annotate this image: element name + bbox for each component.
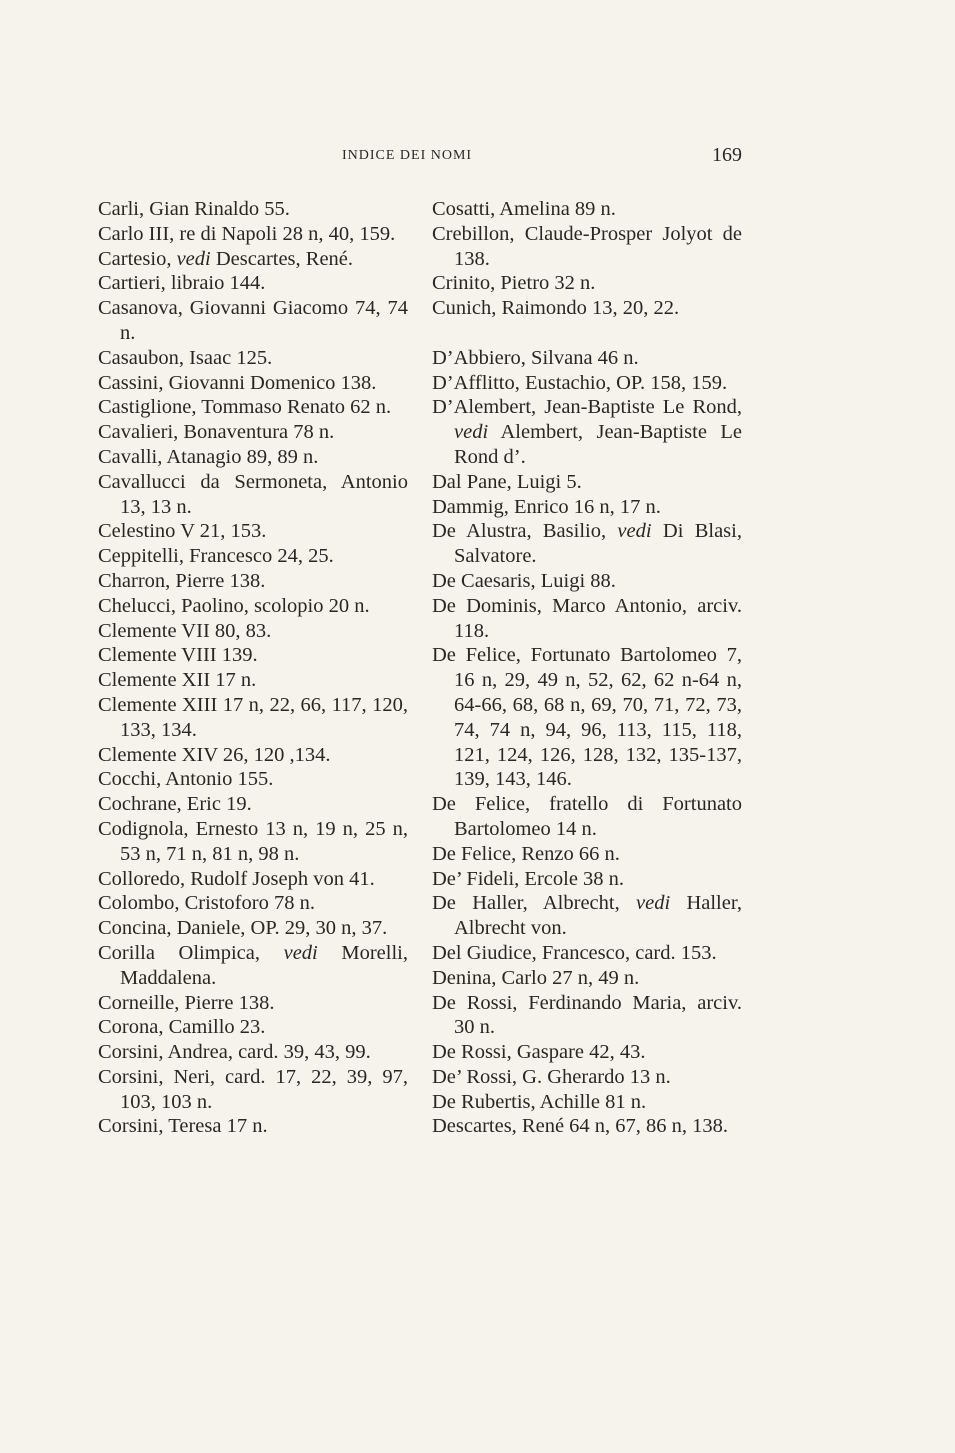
- index-entry-text: Colombo, Cristoforo 78 n.: [98, 892, 315, 915]
- index-entry: [98, 867, 408, 892]
- index-entry: [432, 569, 742, 594]
- index-entry-text: Corsini, Teresa 17 n.: [98, 1115, 268, 1138]
- index-entry: [98, 891, 408, 916]
- index-entry-text: Crebillon, Claude-Prosper Jolyot de 138.: [432, 222, 742, 270]
- index-entry-text: Dammig, Enrico 16 n, 17 n.: [432, 495, 661, 518]
- index-entry: [98, 519, 408, 544]
- index-entry-text: De Felice, Fortunato Bartolomeo 7, 16 n, 29, 49 n, 52, 62, 62 n-64 n, 64-66, 68, 68 n, 69, 70, 71, 72, 73, 74, 74 n, 94, 96, 113, 115, 118, 121, 124, 126, 128, 132, 135-137, 139, 143, 146.: [432, 644, 742, 791]
- index-entry: [432, 519, 742, 569]
- index-entry-text: De Haller, Albrecht,: [432, 892, 637, 915]
- index-entry: [98, 767, 408, 792]
- index-entry: [432, 296, 742, 321]
- index-entry-text: Castiglione, Tommaso Renato 62 n.: [98, 396, 392, 419]
- index-entry: [432, 891, 742, 941]
- index-entry-text: D’Alembert, Jean-Baptiste Le Rond,: [432, 396, 742, 419]
- index-entry-text: Cavalieri, Bonaventura 78 n.: [98, 421, 335, 444]
- index-entry: [432, 842, 742, 867]
- index-entry: [432, 594, 742, 644]
- index-entry-text: Del Giudice, Francesco, card. 153.: [432, 941, 717, 964]
- index-entry-text: Descartes, René 64 n, 67, 86 n, 138.: [432, 1115, 729, 1138]
- index-entry: [98, 619, 408, 644]
- cross-reference-vedi: vedi: [636, 892, 671, 915]
- index-entry: [432, 271, 742, 296]
- index-entry: [432, 1090, 742, 1115]
- letter-section-gap: [432, 321, 742, 346]
- index-entry: [98, 197, 408, 222]
- index-entry-text: Chelucci, Paolino, scolopio 20 n.: [98, 594, 370, 617]
- index-entry: [98, 643, 408, 668]
- index-entry: [432, 197, 742, 222]
- index-entry-text: Corneille, Pierre 138.: [98, 991, 275, 1014]
- page-number: 169: [712, 144, 742, 166]
- index-entry: [98, 1065, 408, 1115]
- index-entry-text: Clemente VII 80, 83.: [98, 619, 272, 642]
- index-entry: [98, 1114, 408, 1139]
- index-entry: [432, 941, 742, 966]
- index-entry-text: Cartieri, libraio 144.: [98, 272, 266, 295]
- index-entry: [98, 941, 408, 991]
- index-entry-text: Cassini, Giovanni Domenico 138.: [98, 371, 377, 394]
- index-entry-text: Cavallucci da Sermoneta, Antonio 13, 13 n.: [98, 470, 408, 518]
- cross-reference-vedi: vedi: [176, 247, 211, 270]
- index-entry-text: Alembert, Jean-Baptiste Le Rond d’.: [454, 421, 742, 468]
- index-entry-text: De Rossi, Ferdinando Maria, arciv. 30 n.: [432, 991, 742, 1039]
- index-entry-text: Morelli, Maddalena.: [120, 941, 408, 989]
- index-entry: [432, 1040, 742, 1065]
- index-entry-text: D’Afflitto, Eustachio, OP. 158, 159.: [432, 371, 728, 394]
- index-entry-text: Charron, Pierre 138.: [98, 569, 266, 592]
- index-entry: [432, 222, 742, 272]
- index-entry: [98, 1015, 408, 1040]
- index-entry-text: Clemente XIII 17 n, 22, 66, 117, 120, 133, 134.: [98, 693, 408, 741]
- index-entry: [432, 643, 742, 792]
- index-entry-text: Cartesio,: [98, 247, 177, 270]
- index-entry-text: De Felice, Renzo 66 n.: [432, 842, 620, 865]
- index-entry-text: Corilla Olimpica,: [98, 941, 284, 964]
- index-entry-text: Colloredo, Rudolf Joseph von 41.: [98, 867, 375, 890]
- index-entry: [98, 693, 408, 743]
- index-entry-text: Codignola, Ernesto 13 n, 19 n, 25 n, 53 n, 71 n, 81 n, 98 n.: [98, 817, 408, 865]
- index-entry: [432, 346, 742, 371]
- index-entry: [98, 668, 408, 693]
- index-entry-text: De Felice, fratello di Fortunato Bartolomeo 14 n.: [432, 793, 742, 840]
- index-entry-text: Clemente XII 17 n.: [98, 669, 257, 692]
- index-entry-text: Cosatti, Amelina 89 n.: [432, 198, 616, 220]
- index-entry: [98, 247, 408, 272]
- index-entry: [98, 470, 408, 520]
- index-entry-text: De’ Fideli, Ercole 38 n.: [432, 867, 625, 890]
- cross-reference-vedi: vedi: [283, 941, 318, 964]
- index-column-right: [432, 197, 742, 1139]
- index-entry-text: Corsini, Neri, card. 17, 22, 39, 97, 103, 103 n.: [98, 1065, 408, 1113]
- index-entry-text: De Rossi, Gaspare 42, 43.: [432, 1041, 646, 1064]
- index-entry-text: Denina, Carlo 27 n, 49 n.: [432, 966, 640, 989]
- index-entry-text: D’Abbiero, Silvana 46 n.: [432, 346, 639, 369]
- index-entry-text: Di Blasi, Salvatore.: [454, 520, 742, 568]
- index-entry: [432, 495, 742, 520]
- index-entry: [98, 817, 408, 867]
- index-entry: [432, 395, 742, 469]
- index-entry-text: Celestino V 21, 153.: [98, 520, 267, 543]
- index-entry-text: Casanova, Giovanni Giacomo 74, 74 n.: [98, 297, 408, 344]
- index-entry: [98, 1040, 408, 1065]
- index-entry: [432, 792, 742, 842]
- index-entry: [98, 222, 408, 247]
- index-entry: [432, 966, 742, 991]
- index-entry: [98, 371, 408, 396]
- index-entry: [98, 569, 408, 594]
- index-entry: [98, 594, 408, 619]
- index-entry-text: Casaubon, Isaac 125.: [98, 346, 273, 369]
- index-entry-text: Descartes, René.: [210, 247, 354, 270]
- index-entry: [432, 371, 742, 396]
- index-entry-text: Carli, Gian Rinaldo 55.: [98, 198, 290, 220]
- index-entry: [432, 1065, 742, 1090]
- index-entry: [98, 346, 408, 371]
- cross-reference-vedi: vedi: [617, 520, 652, 543]
- index-entry-text: Carlo III, re di Napoli 28 n, 40, 159.: [98, 222, 396, 245]
- index-entry-text: Ceppitelli, Francesco 24, 25.: [98, 545, 334, 568]
- index-entry-text: Concina, Daniele, OP. 29, 30 n, 37.: [98, 917, 388, 940]
- index-entry-text: De Caesaris, Luigi 88.: [432, 569, 616, 592]
- index-entry: [432, 1114, 742, 1139]
- index-entry: [98, 544, 408, 569]
- index-entry: [98, 395, 408, 420]
- page-header: [100, 146, 742, 170]
- index-entry: [98, 296, 408, 346]
- index-entry: [432, 867, 742, 892]
- index-entry: [98, 271, 408, 296]
- index-entry-text: Cochrane, Eric 19.: [98, 793, 252, 816]
- index-entry-text: Corsini, Andrea, card. 39, 43, 99.: [98, 1041, 371, 1064]
- index-entry: [98, 991, 408, 1016]
- index-column-left: [98, 197, 408, 1139]
- index-entry: [98, 743, 408, 768]
- index-entry-text: Corona, Camillo 23.: [98, 1016, 266, 1039]
- index-entry-text: De Alustra, Basilio,: [432, 520, 618, 543]
- index-entry-text: Dal Pane, Luigi 5.: [432, 470, 582, 493]
- index-entry: [432, 991, 742, 1041]
- index-entry-text: De Dominis, Marco Antonio, arciv. 118.: [432, 594, 742, 642]
- index-entry-text: Cunich, Raimondo 13, 20, 22.: [432, 297, 680, 320]
- cross-reference-vedi: vedi: [454, 421, 489, 444]
- index-entry: [98, 916, 408, 941]
- index-entry-text: Clemente VIII 139.: [98, 644, 258, 667]
- index-entry-text: Crinito, Pietro 32 n.: [432, 272, 596, 295]
- index-entry: [98, 420, 408, 445]
- index-entry: [98, 792, 408, 817]
- index-entry-text: Cavalli, Atanagio 89, 89 n.: [98, 445, 319, 468]
- running-title: INDICE DEI NOMI: [342, 148, 473, 163]
- index-entry-text: Cocchi, Antonio 155.: [98, 768, 274, 791]
- index-entry-text: Clemente XIV 26, 120 ,134.: [98, 743, 331, 766]
- index-entry: [98, 445, 408, 470]
- index-entry-text: De Rubertis, Achille 81 n.: [432, 1090, 647, 1113]
- index-entry-text: De’ Rossi, G. Gherardo 13 n.: [432, 1065, 671, 1088]
- index-entry-text: Haller, Albrecht von.: [454, 892, 742, 940]
- index-entry: [432, 470, 742, 495]
